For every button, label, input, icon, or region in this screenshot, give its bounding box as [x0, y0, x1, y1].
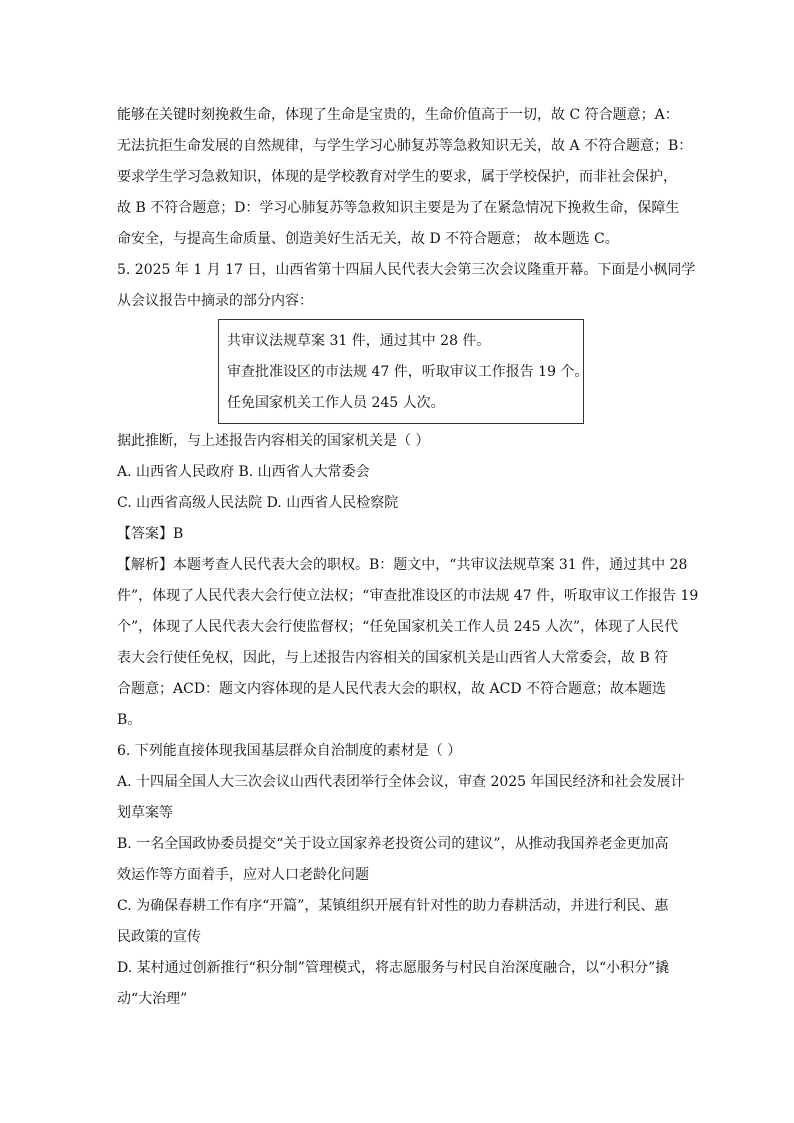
option-line: 效运作等方面着手，应对人口老龄化问题 [117, 867, 369, 883]
question-stem: 6. 下列能直接体现我国基层群众自治制度的素材是（ ） [117, 743, 462, 759]
text-line: 无法抗拒生命发展的自然规律，与学生学习心肺复苏等急救知识无关，故 A 不符合题意；B： [117, 138, 693, 154]
text-line: 命安全，与提高生命质量、创造美好生活无关，故 D 不符合题意； 故本题选 C。 [117, 231, 619, 247]
text-line: B。 [117, 712, 142, 728]
document-page [117, 100, 699, 1015]
option-line: 动“大治理” [117, 991, 188, 1007]
question-6 [117, 736, 687, 1015]
text-line: 合题意；ACD：题文内容体现的是人民代表大会的职权，故 ACD 不符合题意；故本题选 [117, 681, 666, 697]
question-stem: 5. 2025 年 1 月 17 日，山西省第十四届人民代表大会第三次会议隆重开幕。下面是小枫同学 [117, 262, 696, 278]
excerpt-line: 任免国家机关工作人员 245 人次。 [227, 395, 445, 411]
option-line: A. 十四届全国人大三次会议山西代表团举行全体会议，审查 2025 年国民经济和社会发展计 [117, 774, 685, 790]
text-line: 能够在关键时刻挽救生命，体现了生命是宝贵的，生命价值高于一切，故 C 符合题意；A： [117, 107, 679, 123]
options-row: A. 山西省人民政府 B. 山西省人大常委会 [117, 464, 370, 480]
option-line: 划草案等 [117, 805, 173, 821]
option-line: 民政策的宣传 [117, 929, 201, 945]
excerpt-line: 审查批准设区的市法规 47 件，听取审议工作报告 19 个。 [227, 364, 589, 380]
options-row: C. 山西省高级人民法院 D. 山西省人民检察院 [117, 495, 399, 511]
question-5 [117, 255, 699, 736]
prev-analysis [117, 100, 693, 255]
text-line: 故 B 不符合题意；D：学习心肺复苏等急救知识主要是为了在紧急情况下挽救生命，保障生 [117, 200, 680, 216]
text-line: 件”，体现了人民代表大会行使立法权；“审查批准设区的市法规 47 件，听取审议工作报告 19 [117, 588, 699, 604]
option-line: B. 一名全国政协委员提交“关于设立国家养老投资公司的建议”，从推动我国养老金更加高 [117, 836, 669, 852]
option-line: D. 某村通过创新推行“积分制”管理模式，将志愿服务与村民自治深度融合，以“小积分”撬 [117, 960, 670, 976]
excerpt-line: 共审议法规草案 31 件，通过其中 28 件。 [227, 333, 491, 349]
answer: 【答案】B [117, 526, 184, 542]
option-line: C. 为确保春耕工作有序“开篇”，某镇组织开展有针对性的助力春耕活动，并进行利民、惠 [117, 898, 669, 914]
question-prompt: 据此推断，与上述报告内容相关的国家机关是（ ） [117, 433, 430, 449]
question-stem: 从会议报告中摘录的部分内容： [117, 293, 313, 309]
text-line: 要求学生学习急救知识，体现的是学校教育对学生的要求，属于学校保护，而非社会保护， [117, 169, 677, 185]
text-line: 表大会行使任免权，因此，与上述报告内容相关的国家机关是山西省人大常委会，故 B 符 [117, 650, 669, 666]
excerpt-box [218, 319, 589, 424]
analysis [117, 550, 699, 736]
text-line: 【解析】本题考查人民代表大会的职权。B：题文中，“共审议法规草案 31 件，通过其中 28 [117, 557, 688, 573]
text-line: 个”，体现了人民代表大会行使监督权；“任免国家机关工作人员 245 人次”，体现了人民代 [117, 619, 679, 635]
